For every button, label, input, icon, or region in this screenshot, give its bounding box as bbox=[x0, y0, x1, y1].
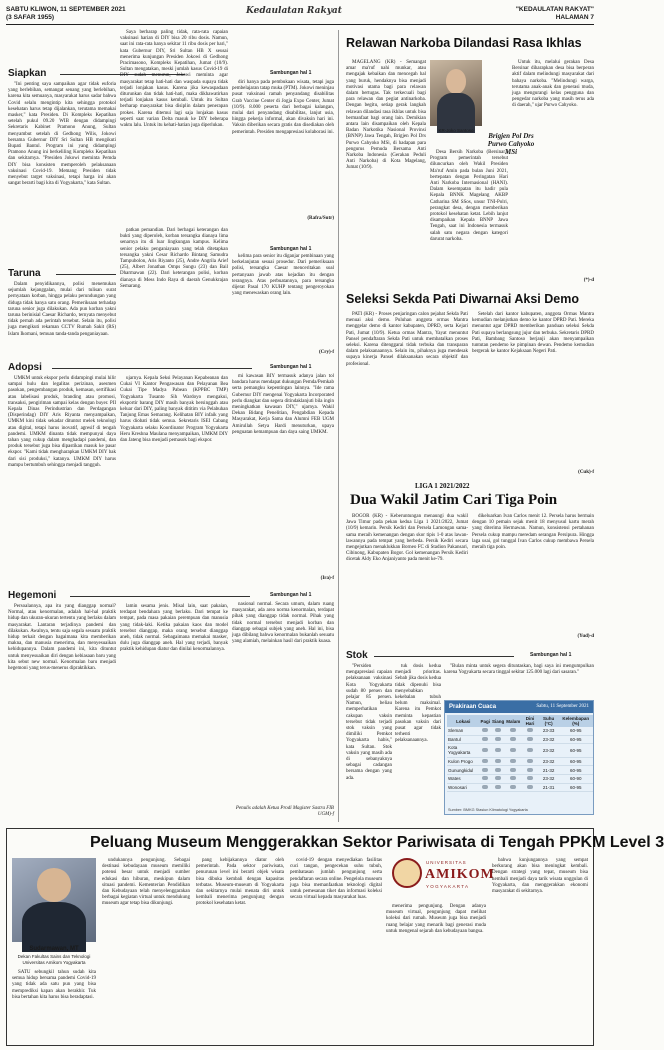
weather-row bbox=[447, 766, 593, 775]
weather-location: Wates bbox=[447, 774, 479, 783]
advertorial-column-5 bbox=[492, 858, 588, 1042]
adopsi-column-1 bbox=[8, 376, 116, 584]
weather-temperature: 23-33 bbox=[539, 727, 559, 735]
weather-header: Siang bbox=[491, 715, 505, 727]
weather-row bbox=[447, 744, 593, 758]
weather-forecast-box bbox=[444, 700, 594, 815]
taruna-credit: (Cry)-f bbox=[319, 350, 334, 355]
taruna-column-3 bbox=[232, 254, 334, 349]
advertorial-text-2: pang kebijakannya diatur oleh pemerintah. Pada sektor pariwisata, penurunan level ini berarti objek wisata bisa dibuka kembali dengan kapasitas terbatas. Museum-museum di Yogyakarta dan sekitarnya mulai menata diri untuk kembali menerima pengunjung dengan protokol kesehatan ketat. bbox=[196, 858, 284, 907]
cloud-icon bbox=[495, 737, 501, 741]
weather-header: Lokasi bbox=[447, 715, 479, 727]
weather-header-row bbox=[447, 715, 593, 727]
stok-heading: Stok bbox=[346, 650, 368, 661]
hegemoni-text-3: nasional normal. Secara umum, dalam ruang masyarakat, ada area norma kenormalan, terdapat pihak yang dianggap tidak normal. Pihak yang tidak normal tersebut menjadi korban dan dianggap sebagai subjek yang aneh. Hal ini, bisa juga dibilang bahwa kenormalan bukanlah sesuatu yang alamiah, melainkan hasil dari praktik kuasa. bbox=[232, 602, 334, 645]
cloud-icon bbox=[510, 759, 516, 763]
stok-text-2: tuk dosis kedua menjadi prioritas. Sebab jika dosis kedua tidak dipenuhi bisa menyebabkan kekebalan tubuh belum maksimal. Karena itu Pemkot meminta kepastian pasokan vaksin dari pusat agar tidak terhenti pelaksanaannya. bbox=[395, 664, 441, 744]
cloud-icon bbox=[482, 776, 488, 780]
cloud-icon bbox=[495, 748, 501, 752]
author-role-2: Universitas Amikom Yogyakarta bbox=[22, 960, 86, 965]
cloud-icon bbox=[495, 728, 501, 732]
taruna-continuation: Sambungan hal 1 bbox=[270, 246, 312, 252]
relawan-credit: (*)-d bbox=[583, 278, 594, 283]
portrait-body bbox=[437, 93, 474, 133]
adopsi-text-1: UMKM untuk ekspor perlu didampingi mulai hilir sampai hulu dan legalitas perizinan, asesmen pasokan, pengembangan produk, kemasan, sertifikasi atau labelisasi produk, branding atau promosi, transaksi, pengiriman sampai kelas dengan buyer. PII Kepala Dinas Perindustrian dan Perdagangan (Disperindag) DIY Aris Riyanta menyampaikan, UMKM kini tidak sekadar dituntut melek teknologi atau digital, tetapi harus inovatif, agresif di tengah pandemi. UMKM dinanta tidak mempunyai daya tahan yang cukup dalam menghadapi pandemi, dan produk tersebut juga bisa dipastikan masuk ke pasar ekspor. "Kami tidak mengharapkan UMKM DIY bak dari sisi produksi," katanya. UMKM DIY harus mampu bertumbuh sehingga menjadi tangguh. bbox=[8, 376, 116, 468]
seleksi-column-2 bbox=[472, 312, 594, 470]
weather-humidity: 60-95 bbox=[558, 783, 593, 792]
weather-date: Sabtu, 11 September 2021 bbox=[536, 704, 589, 709]
masthead-paper-name: Kedaulatan Rakyat bbox=[246, 6, 342, 16]
masthead-rule bbox=[6, 24, 594, 25]
weather-humidity: 60-95 bbox=[558, 735, 593, 744]
cloud-icon bbox=[482, 768, 488, 772]
siapkan-text-1: "Ini penting saya sampaikan agar tidak euforia yang berlebihan, semangat senang yang berlebihan, karena kita semuanya, masyarakat harus sadar bahwa Covid selalu mengintip kita sehingga protokol kesehatan harus tetap dijalankan, terutama memakai masker," kata Presiden. Di Kompleks Kepatihan setelah pukul 09.20 WIB dengan didampingi Sekretaris Kabinet Pramono Anung, Sultan menyambut setelah di Gedhong Wilis, Jokowi bersama Gubernur DIY Sri Sultan HB mengikuti Bupati Bantul. Program ini yang didampingi Pramono Anung ini berkeliling Kompleks Kepatihan dan sekitarnya. "Presiden Jokowi meminta Pemda DIY bisa konsisten memperoleh pelaksanaan vaksinasi Covid-19. Memang Presiden tidak menyebut target vaksinasi, tetapi harga ini akan sangat berarti bagi kita di Yogyakarta," kata Sultan. bbox=[8, 82, 116, 187]
masthead-section: "KEDAULATAN RAKYAT" bbox=[515, 6, 594, 13]
hegemoni-text-2: lamin sesama jenis. Misal lain, saat pakaian, terdapat bendahara yang berlaku. Dari tempat ke tempat, pada masa pakaian perempuan dan manusia yang tidak-laki. Ketika pakaian kaos dan model tersebut dianggap, maka orang tersebut dianggap aneh, tidak normal. Sebagaimana memakai masker, dulu juga dianggap aneh. Hal yang terjadi, banyak praktik kehidupan diatur dan dinilai kenormalannya. bbox=[120, 604, 228, 653]
weather-header: Suhu (°C) bbox=[539, 715, 559, 727]
adopsi-column-3 bbox=[232, 374, 334, 574]
liga-column-2 bbox=[472, 514, 594, 634]
liga-kicker: LIGA 1 2021/2022 bbox=[415, 482, 470, 490]
hegemoni-column-2 bbox=[120, 604, 228, 822]
author-face bbox=[37, 868, 71, 902]
seleksi-text-2: Setelah dari kantor kabupaten, anggota Ormas Mantra kemudian melanjutkan demo ke kantor DPRD Pati. Mereka menuntut agar DPRD memberikan panduan seleksi Sekda Pati supaya berlangsung jujur dan terbuka. Sekretaris DPRD Pati, Bambang Santoso berjanji akan menyampaikan tuntutan pendemo ke pimpinan dewan. Pendemo kemudian bergerak ke kantor Kejaksaan Negeri Pati. bbox=[472, 312, 594, 355]
author-role-1: Dekan Fakultas Sains dan Teknologi bbox=[17, 954, 91, 959]
relawan-photo-credit: KR-Joko Santoso bbox=[438, 128, 474, 133]
advertorial-text-4: menerima pengunjung. Dengan adanya museum virtual, pengunjung dapat melihat koleksi dari rumah. Museum juga bisa menjadi ruang belajar yang menarik bagi generasi muda untuk mengenal sejarah dan kebudayaan bangsa. bbox=[386, 904, 486, 934]
stok-rule bbox=[374, 656, 514, 657]
weather-header: Pagi bbox=[479, 715, 491, 727]
advertorial-headline: Peluang Museum Menggerakkan Sektor Pariwisata di Tengah PPKM Level 3 bbox=[90, 834, 664, 851]
stok-column-2 bbox=[395, 664, 441, 822]
liga-headline: Dua Wakil Jatim Cari Tiga Poin bbox=[350, 492, 558, 508]
portrait-face bbox=[446, 69, 467, 94]
liga-text-2: dikeluarkan Ivan Carlos menit 12. Persela harus bermain dengan 10 pemain sejak menit 18 menyusul kartu merah yang diterima Hermawan. Namun, konsistensi pertahanan Persela cukup mampu meredam serangan Persipura. Hingga laga usai, gol tunggal Ivan Carlos cukup membawa Persela meraih tiga poin. bbox=[472, 514, 594, 551]
hegemoni-column-3 bbox=[232, 602, 334, 802]
relawan-headline: Relawan Narkoba Dilandasi Rasa Ikhlas bbox=[346, 36, 582, 50]
cloud-icon bbox=[527, 768, 533, 772]
adopsi-column-2 bbox=[120, 376, 228, 584]
stok-column-3 bbox=[444, 664, 594, 698]
siapkan-column-3 bbox=[232, 80, 334, 215]
masthead bbox=[6, 6, 594, 26]
hegemoni-column-1 bbox=[8, 604, 116, 822]
logo-text-name: AMIKOM bbox=[425, 867, 495, 882]
weather-row bbox=[447, 757, 593, 766]
masthead-page-block bbox=[516, 6, 594, 22]
relawan-byline-line-1: Brigjen Pol Drs bbox=[488, 132, 534, 140]
siapkan-credit: (Rafra/Sutr) bbox=[307, 216, 334, 221]
weather-header: Malam bbox=[505, 715, 521, 727]
taruna-rule bbox=[56, 274, 116, 275]
cloud-icon bbox=[527, 748, 533, 752]
weather-humidity: 60-95 bbox=[558, 744, 593, 758]
seleksi-text-1: PATI (KR) - Proses penjaringan calon pejabat Sekda Pati menuai aksi demo. Puluhan anggota ormas Mantra menggelar demo di kantor kabupaten, DPRD, serta Kejari Pati, Jumat (10/9). Ketua ormas Mantra, Yayat menuntut Pansel pendaftaran Sekda Pati untuk membatalkan proses seleksi. Karena ditenggarai tidak terbuka dan transparan dalam pelaksanaannya. Selain itu, pihaknya juga mendesak supaya kinerja Pansel dilaksanakan secara objektif dan profesional. bbox=[346, 312, 468, 367]
adopsi-heading: Adopsi bbox=[8, 362, 42, 373]
advertorial-text-5: bahwa kunjungannya yang sempat berkurang akan bisa meningkat kembali. Dengan strategi yang tepat, museum bisa kembali menjadi daya tarik wisata unggulan di Yogyakarta, dan menggerakkan ekonomi masyarakat di sekitarnya. bbox=[492, 858, 588, 895]
weather-temperature: 23-32 bbox=[539, 757, 559, 766]
masthead-page: HALAMAN 7 bbox=[555, 14, 594, 21]
weather-humidity: 60-95 bbox=[558, 766, 593, 775]
cloud-icon bbox=[482, 748, 488, 752]
cloud-icon bbox=[527, 776, 533, 780]
amikom-logo bbox=[392, 856, 495, 900]
weather-row bbox=[447, 727, 593, 735]
weather-row bbox=[447, 783, 593, 792]
taruna-heading: Taruna bbox=[8, 268, 41, 279]
relawan-column-2 bbox=[430, 150, 508, 284]
weather-temperature: 21-31 bbox=[539, 783, 559, 792]
siapkan-continuation: Sambungan hal 1 bbox=[270, 70, 312, 76]
relawan-text-3: Untuk itu, melalui gerakan Desa Bersinar diharapkan desa bisa berperan aktif dalam melindungi masyarakat dari bahaya narkoba. "Melindungi warga, terutama anak-anak dan generasi muda, juga mengurangi kelas pengguna dan pengedar narkoba yang masih terus ada di daerah," ujar Purwo Cahyoko. bbox=[512, 60, 594, 109]
adopsi-credit: (Ira)-f bbox=[320, 576, 334, 581]
hegemoni-author-note: Penulis adalah Ketua Prodi Magister Sastra FIB UGM)-f bbox=[235, 806, 334, 818]
hegemoni-heading: Hegemoni bbox=[8, 590, 57, 601]
cloud-icon bbox=[482, 785, 488, 789]
masthead-date-block bbox=[6, 6, 126, 22]
advertorial-lede bbox=[12, 970, 96, 1040]
weather-location: Gunungkidul bbox=[447, 766, 479, 775]
siapkan-column-2 bbox=[120, 30, 228, 215]
liga-credit: (Yud)-d bbox=[577, 634, 594, 639]
stok-text-1: "Persiden mengapresiasi capaian pelaksanaan vaksinasi Kota Yogyakarta sudah 80 persen dan pelajar 85 persen. Namun, beliau memperhatikan cakupan vaksin tersebut tidak terjadi stok vaksin yang dimiliki Pemkot Yogyakarta habis," kata Sultan. Stok vaksin yang masih ada di sebanyaknya sebagai cadangan bersama dengan yang ada. bbox=[346, 664, 392, 781]
hegemoni-text-1: Persoalannya, apa itu yang dianggap normal? Normal, atau kenormalan, adalah hal-hal praktik hidup dan ukuran-ukuran tertentu yang berlaku dalam masyarakat. Lantaran terjadinya pandemi dan dilakukan. Awalnya, tentu saja segala sesuatu praktik hidup terkait dengan bagaimana kita memberikan makna, dan manusia menerima, dan menyesuaikan kehidupannya. Dalam pandemi ini, kita dituntut untuk menyesuaikan diri dengan kebiasaan baru yang kita sebut new normal. Kenormalan baru menjadi hegemoni yang terus-menerus dipraktikkan. bbox=[8, 604, 116, 672]
cloud-icon bbox=[495, 759, 501, 763]
weather-location: Kulon Progo bbox=[447, 757, 479, 766]
advertorial-text-1: undukannya pengunjung. Sebagai destinasi kebudayaan museum memiliki potensi besar untuk menjadi sumber edukasi dan hiburan, meskipun dalam situasi pandemi. Kementerian Pendidikan dan Kebudayaan telah menyelenggarakan berbagai kegiatan virtual untuk mendukung museum agar tetap bisa dikunjungi. bbox=[102, 858, 190, 907]
weather-header: Dini Hari bbox=[521, 715, 539, 727]
advertorial-column-1 bbox=[102, 858, 190, 1042]
author-name: Sudarmawan, MT bbox=[29, 946, 79, 952]
relawan-photo bbox=[430, 60, 482, 126]
cloud-icon bbox=[527, 728, 533, 732]
advertorial-lede-text: SATU sebungkil tahun sudah kita semua hidup bersama pandemi Covid-19 yang tidak ada satu pun yang bisa memprediksi kapan akan berakhir. Tuk bisa bertahan kita harus bisa beradaptasi. bbox=[12, 970, 96, 1000]
advertorial-column-2 bbox=[196, 858, 284, 1042]
relawan-byline-line-2: Purwo Cahyoko MSi bbox=[487, 140, 535, 156]
taruna-column-2 bbox=[120, 228, 228, 358]
cloud-icon bbox=[510, 748, 516, 752]
weather-temperature: 21-32 bbox=[539, 766, 559, 775]
adopsi-text-2: ujarnya. Kepala Seksi Pelayanan Kepabeanan dan Cukai VI Kantor Pengawasan dan Pelayanan Bea Cukai Tipe Madya Pabean (KPPBC TMP) Yogyakarta Tusanto Sih Wardoyo mengakui, eksportir barang DIY masih banyak bersinggah atau keluar dari DIY, paling banyak dititim via Pelabuhan Tanjung Emas Semarang. Kelihatan BIY infaik yang harus diobati tidak semua. Sekretaris ISEI Cabang Yogyakarta selaku Koordinator Program Yogyakarta Heru Kreshna Maulana menyampaikan, UMKM DIY dan Jateng bisa menjadi pemasok bagi ekspor. bbox=[120, 376, 228, 444]
seleksi-credit: (Cuk)-f bbox=[578, 470, 594, 475]
masthead-hijri: (3 SAFAR 1955) bbox=[6, 14, 55, 21]
cloud-icon bbox=[527, 737, 533, 741]
seleksi-column-1 bbox=[346, 312, 468, 476]
cloud-icon bbox=[495, 768, 501, 772]
taruna-text-2: patkan pemandian. Dari berbagai keterangan dan bukti yang diperoleh, korban tersangka dianaya lima senarnya itu di luar lingkungan kampus. Kelima senior pelaku penganiayaan yang telah ditetapkan tersangka yakni Cesar Richardo Bintang Samudra Tampubolon, Aris Riyanto (25), Andre Angrila Arief (25), Albert Jonathan Omps Sungu (23) dan Bail Dharmawan (22). Dari keterangan polisi, korban dianaya di Mess Indo Raya di daerah Genukkrajan Semarang. bbox=[120, 228, 228, 289]
relawan-text-2: Desa Bersih Narkoba (Bersinar). Program pemerintah tersebut diluncurkan oleh Wakil Presiden Ma'ruf Amin pada bulan Juni 2021, bertepatan dengan Peringatan Hari Anti Narkoba Internasional (HANI). Dalam kesempatan itu hadir pula Kepala BNNK Magelang AKBP Catharina SM SSos, unsur TNI-Polri, perangkat desa, dengan memberikan protokol kesehatan ketat. Lebih lanjut disampaikan Kepala BNNP Jawa Tengah, saat ini Indonesia termasuk salah satu negara dengan kategori darurat narkoba. bbox=[430, 150, 508, 242]
weather-row bbox=[447, 774, 593, 783]
advertorial-text-3: covid-19 dengan menyediakan fasilitas cuci tangan, pengecekan suhu tubuh, pembatasan jumlah pengunjung serta pendaftaran secara online. Pengelola museum juga bisa memanfaatkan teknologi digital untuk pemesanan tiket dan informasi koleksi secara virtual kepada masyarakat luas. bbox=[290, 858, 382, 901]
stok-continuation: Sambungan hal 1 bbox=[530, 652, 572, 658]
weather-temperature: 23-32 bbox=[539, 774, 559, 783]
weather-table bbox=[447, 715, 593, 792]
hegemoni-rule bbox=[70, 596, 250, 597]
cloud-icon bbox=[495, 776, 501, 780]
cloud-icon bbox=[510, 785, 516, 789]
liga-text-1: BOGOR (KR) - Keberuntungan menaungi dua wakil Jawa Timur pada pekan kedua Liga 1 2021/2022, Jumat (10/9) kemarin. Persik Kediri dan Persela Lamongan sama-sama meraih kemenangan dengan skor tipis 1-0 atas lawan-lawannya pada tempat yang berbeda. Persik Kediri secara mengejutkan menaklukkan Borneo FC di Stadion Pakansari, Cibinong, Kabupaten Bogor. Gol kemenangan Persik Kediri dicetak Aldy Eko Anjaniyanto pada menit ke-79. bbox=[346, 514, 468, 563]
author-photo bbox=[12, 858, 96, 942]
weather-row bbox=[447, 735, 593, 744]
relawan-column-1 bbox=[346, 60, 426, 284]
logo-text-city: YOGYAKARTA bbox=[426, 884, 470, 889]
cloud-icon bbox=[495, 785, 501, 789]
stok-column-1 bbox=[346, 664, 392, 822]
cloud-icon bbox=[510, 737, 516, 741]
relawan-column-3 bbox=[512, 60, 594, 278]
advertorial-column-4 bbox=[386, 904, 486, 1042]
weather-location: Bantul bbox=[447, 735, 479, 744]
weather-title: Prakiraan Cuaca bbox=[445, 701, 593, 713]
hegemoni-continuation: Sambungan hal 1 bbox=[270, 592, 312, 598]
stok-text-3: "Bulan minta untuk segera dituntaskan, bagi saya ini mengumpulkan karena Yogyakarta secara tinggal sekitar 125.000 lagi dari sasaran." bbox=[444, 664, 594, 676]
university-emblem-icon bbox=[392, 858, 422, 888]
logo-text-top: UNIVERSITAS bbox=[426, 860, 467, 865]
cloud-icon bbox=[510, 768, 516, 772]
cloud-icon bbox=[482, 728, 488, 732]
cloud-icon bbox=[482, 737, 488, 741]
weather-location: Sleman bbox=[447, 727, 479, 735]
seleksi-headline: Seleksi Sekda Pati Diwarnai Aksi Demo bbox=[346, 292, 579, 306]
taruna-column-1 bbox=[8, 282, 116, 357]
cloud-icon bbox=[482, 759, 488, 763]
siapkan-column-1 bbox=[8, 82, 116, 222]
masthead-date: SABTU KLIWON, 11 SEPTEMBER 2021 bbox=[6, 6, 126, 13]
relawan-text-1: MAGELANG (KR) - Semangat amar ma'ruf nahi munkar, atau mengajak kebaikan dan mencegah hal yang buruk, hendaknya bisa menjadi motivasi utama bagi para relawan dalam bertugas. Tak terkecuali bagi para relawan dan pegiat antinarkoba. Dengan begitu, setiap gerak langkah relawan dilandasi rasa ikhlas untuk bisa bermanfaat bagi orang lain. Demikian antara lain disampaikan oleh Kepala Badan Narkotika Nasional Provinsi (BNNP) Jawa Tengah, Brigjen Pol Drs Purwo Cahyoko MSi, di hadapan para pengurus Pemuda Bersama Anti Narkoba Indonesia (Gerakan Peduli Anti Narkoba) di Kota Magelang, Jumat (10/9). bbox=[346, 60, 426, 171]
taruna-text-1: Dalam penyidikannya, polisi menemukan sejumlah kejanggalan, mulai dari tulisan surat pernyataan korban, hingga pelaku perundungan yang diduga tidak hanya satu orang. Pemeriksaan terhadap taruna senior juga dilakukan. Ada pun korban yakni taruna berinisial Caesar Richardo, ternyata menyebut tidak pernah ada perintah tersebut. Selain itu, polisi juga mengikuti rekaman CCTV Rumah Sakit (RS) Islam Ikomani, temuan tanda-tanda penganiayaan. bbox=[8, 282, 116, 337]
siapkan-heading: Siapkan bbox=[8, 68, 47, 79]
weather-temperature: 23-32 bbox=[539, 735, 559, 744]
cloud-icon bbox=[510, 776, 516, 780]
weather-temperature: 23-32 bbox=[539, 744, 559, 758]
adopsi-rule bbox=[52, 368, 252, 369]
weather-header: Kelembapan (%) bbox=[558, 715, 593, 727]
weather-humidity: 60-95 bbox=[558, 727, 593, 735]
siapkan-text-2: Saya berharap paling tidak, rata-rata capaian vaksinasi harian di DIY bisa 20 ribu dosis. Namun, saat ini rata-rata hanya sekitar 11 ribu dosis per hari," kata Gubernur DIY, Sri Sultan HB X seusai menerima kunjungan Presiden Jokowi di Gedhong Pracimasono, Kompleks Kepatihan, Jumat (10/9). Sultan mengatakan, meski jumlah kasus Covid-19 di DIY sudah menurun, Jokowi meminta agar masyarakat tetap hati-hati dan waspada supaya tidak terjadi lonjakan kasus. Karena jika kewaspadaan diturunkan dan tidak hati-hati, maka dikhawatirkan terjadi lonjakan kasus kembali. Untuk itu Sultan berharap masyarakat bisa disiplin dalam penerapan prokes. Karena ditemui lagi saja lonjakan kasus seperti saat varian Delta masuk ke DIY beberapa waktu lalu. Untuk itu kehati-hatian juga diperlukan. bbox=[120, 30, 228, 129]
siapkan-text-3: diri hanya pada pembukaan wisata, tetapi juga pembelajaran tatap muka (PTM). Jokowi meninjau pusat vaksinasi ramah penyandang disabilitas Grab Vaccine Center di Jogja Expo Center, Jumat (10/9). 8.000 peserta dari berbagai kalangan, mulai dari penyandang disabilitas, lanjut usia, hingga pekerja informal, akan divaksin hari ini. Vaksin diberikan secara gratis dan disediakan oleh pemerintah. Presiden mengapresiasi kolaborasi ini. bbox=[232, 80, 334, 135]
cloud-icon bbox=[527, 785, 533, 789]
taruna-text-3: kelima para senior itu diganjar pembinaan yang berkelanjutan sesuai prosedur. Dari pemeriksaan polisi, tersangka Caesar menceritakan soal pertanyaan jawab atas kejadian itu dengan terangnya. Atas perbuatannya, para tersangka dijerat Pasal 170 KUHP tentang pengeroyokan yang menewaskan orang lain. bbox=[232, 254, 334, 297]
adopsi-continuation: Sambungan hal 1 bbox=[270, 364, 312, 370]
weather-humidity: 60-95 bbox=[558, 757, 593, 766]
column-divider bbox=[338, 30, 339, 822]
advertorial-column-3 bbox=[290, 858, 382, 1042]
weather-location: Wonosari bbox=[447, 783, 479, 792]
author-body bbox=[22, 902, 86, 952]
weather-source: Sumber: BMKG Stasiun Klimatologi Yogyakarta bbox=[448, 808, 528, 812]
weather-humidity: 60-90 bbox=[558, 774, 593, 783]
adopsi-text-3: mi kawasan BIY termasuk adanya jalan tol bandara harus mendapat dukungan Pemda/Pemkab serta pemangku kepentingan lainnya. "Ide rama Gubernur DIY mengenai Yogyakarta Incorporated perlu diangkat dan segera ditindaklanjuti bila ingin meningkatkan kawasan DIY," ujarnya. Wakil Dekan Bidang Penelitian, Pengabdian Kepada Masyarakat, Kerja Sama dan Alumni FEB UGM Amirullah Setya Hardi menuturkan, upaya penguatan kemampuan dan daya saing UMKM. bbox=[232, 374, 334, 435]
cloud-icon bbox=[510, 728, 516, 732]
liga-column-1 bbox=[346, 514, 468, 640]
weather-location: Kota Yogyakarta bbox=[447, 744, 479, 758]
cloud-icon bbox=[527, 759, 533, 763]
